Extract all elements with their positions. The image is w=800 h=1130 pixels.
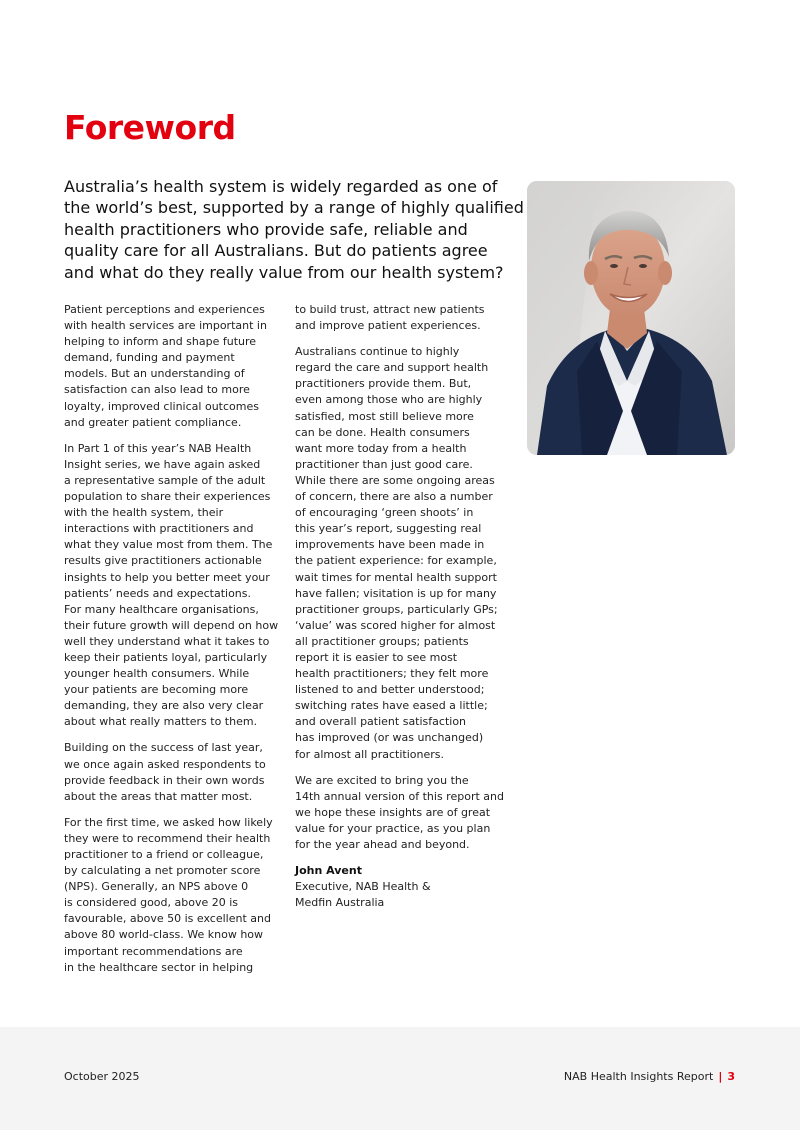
intro-line: quality care for all Australians. But do patients agree <box>64 241 488 261</box>
signature-role-line: Executive, NAB Health & <box>295 880 431 894</box>
signature-block <box>295 863 510 911</box>
body-line: and improve patient experiences. <box>295 319 481 333</box>
body-paragraph <box>64 302 279 431</box>
body-line: listened to and better understood; <box>295 683 485 697</box>
body-line: patients’ needs and expectations. <box>64 586 252 600</box>
body-line: satisfaction can also lead to more <box>64 383 250 397</box>
body-column-right <box>295 302 510 921</box>
body-line: Patient perceptions and experiences <box>64 303 265 316</box>
body-line: For the first time, we asked how likely <box>64 815 273 829</box>
intro-standfirst <box>64 176 524 283</box>
body-paragraph <box>64 740 279 804</box>
footer-separator: | <box>718 1070 723 1083</box>
body-line: we once again asked respondents to <box>64 757 266 771</box>
body-line: provide feedback in their own words <box>64 773 265 787</box>
body-line: health practitioners; they felt more <box>295 667 489 681</box>
body-line: for the year ahead and beyond. <box>295 838 470 851</box>
body-line: Australians continue to highly <box>295 345 460 359</box>
body-line: models. But an understanding of <box>64 367 245 381</box>
body-line: of encouraging ‘green shoots’ in <box>295 506 474 520</box>
body-line: demand, funding and payment <box>64 351 235 365</box>
body-line: to build trust, attract new patients <box>295 303 485 316</box>
body-line: practitioner than just good care. <box>295 457 473 471</box>
page-number: 3 <box>727 1070 735 1083</box>
body-line: and greater patient compliance. <box>64 415 242 429</box>
body-line: While there are some ongoing areas <box>295 473 495 487</box>
body-line: value for your practice, as you plan <box>295 821 491 835</box>
right-column-paragraphs <box>295 302 510 853</box>
body-paragraph <box>64 815 279 976</box>
portrait-photo <box>527 181 735 455</box>
intro-line: health practitioners who provide safe, reliable and <box>64 219 468 239</box>
body-line: improvements have been made in <box>295 538 485 552</box>
body-line: they were to recommend their health <box>64 831 271 845</box>
body-line: we hope these insights are of great <box>295 805 491 819</box>
body-line: with the health system, their <box>64 506 224 520</box>
body-line: report it is easier to see most <box>295 650 458 664</box>
intro-line: Australia’s health system is widely regarded as one of <box>64 177 498 196</box>
body-line: and overall patient satisfaction <box>295 715 467 729</box>
body-line: (NPS). Generally, an NPS above 0 <box>64 880 249 894</box>
body-line: for almost all practitioners. <box>295 747 445 761</box>
body-line: wait times for mental health support <box>295 570 497 584</box>
body-line: helping to inform and shape future <box>64 335 257 349</box>
body-line: their future growth will depend on how <box>64 618 279 632</box>
body-paragraph <box>64 441 279 731</box>
body-line: important recommendations are <box>64 944 243 958</box>
body-line: all practitioner groups; patients <box>295 634 469 648</box>
body-line: ‘value’ was scored higher for almost <box>295 618 496 632</box>
body-line: well they understand what it takes to <box>64 634 270 648</box>
body-line: in the healthcare sector in helping <box>64 960 254 974</box>
signature-name: John Avent <box>295 864 362 878</box>
body-line: of concern, there are also a number <box>295 490 493 504</box>
body-paragraph <box>295 344 510 762</box>
body-line: what they value most from them. The <box>64 538 273 552</box>
body-line: want more today from a health <box>295 441 467 455</box>
body-line: above 80 world-class. We know how <box>64 928 264 942</box>
body-line: Insight series, we have again asked <box>64 457 261 471</box>
body-column-left <box>64 302 279 986</box>
body-line: population to share their experiences <box>64 490 271 504</box>
body-paragraph <box>295 302 510 334</box>
body-line: younger health consumers. While <box>64 667 250 681</box>
body-line: practitioners provide them. But, <box>295 377 472 391</box>
body-paragraph <box>295 773 510 853</box>
body-line: about what really matters to them. <box>64 715 258 729</box>
body-line: keep their patients loyal, particularly <box>64 650 268 664</box>
body-line: satisfied, most still believe more <box>295 409 474 423</box>
body-line: interactions with practitioners and <box>64 522 254 536</box>
body-line: by calculating a net promoter score <box>64 864 261 878</box>
page-title: Foreword <box>64 108 236 147</box>
body-line: loyalty, improved clinical outcomes <box>64 399 259 413</box>
body-line: favourable, above 50 is excellent and <box>64 912 271 926</box>
body-line: In Part 1 of this year’s NAB Health <box>64 441 252 455</box>
body-line: practitioner groups, particularly GPs; <box>295 602 498 616</box>
intro-line: and what do they really value from our health system? <box>64 262 504 282</box>
body-line: has improved (or was unchanged) <box>295 731 484 745</box>
body-line: For many healthcare organisations, <box>64 602 259 616</box>
body-line: your patients are becoming more <box>64 683 249 697</box>
body-line: Building on the success of last year, <box>64 741 263 755</box>
body-line: We are excited to bring you the <box>295 773 469 787</box>
footer-report-info <box>564 1070 735 1084</box>
footer-report-title: NAB Health Insights Report <box>563 1070 714 1083</box>
body-line: results give practitioners actionable <box>64 554 262 568</box>
body-line: practitioner to a friend or colleague, <box>64 848 264 861</box>
body-line: about the areas that matter most. <box>64 789 253 803</box>
body-line: have fallen; visitation is up for many <box>295 586 497 600</box>
footer-date: October 2025 <box>64 1070 140 1083</box>
body-line: with health services are important in <box>64 319 267 333</box>
intro-line: the world’s best, supported by a range of highly qualified <box>64 198 524 218</box>
body-line: 14th annual version of this report and <box>295 789 504 803</box>
body-line: insights to help you better meet your <box>64 570 270 584</box>
body-line: the patient experience: for example, <box>295 554 497 568</box>
body-line: this year’s report, suggesting real <box>295 522 482 536</box>
body-line: a representative sample of the adult <box>64 473 266 487</box>
body-line: regard the care and support health <box>295 361 489 375</box>
body-line: demanding, they are also very clear <box>64 699 264 713</box>
body-line: is considered good, above 20 is <box>64 896 239 910</box>
signature-role-line: Medfin Australia <box>295 896 385 910</box>
body-line: switching rates have eased a little; <box>295 699 488 713</box>
body-line: even among those who are highly <box>295 393 483 407</box>
body-line: can be done. Health consumers <box>295 425 470 439</box>
